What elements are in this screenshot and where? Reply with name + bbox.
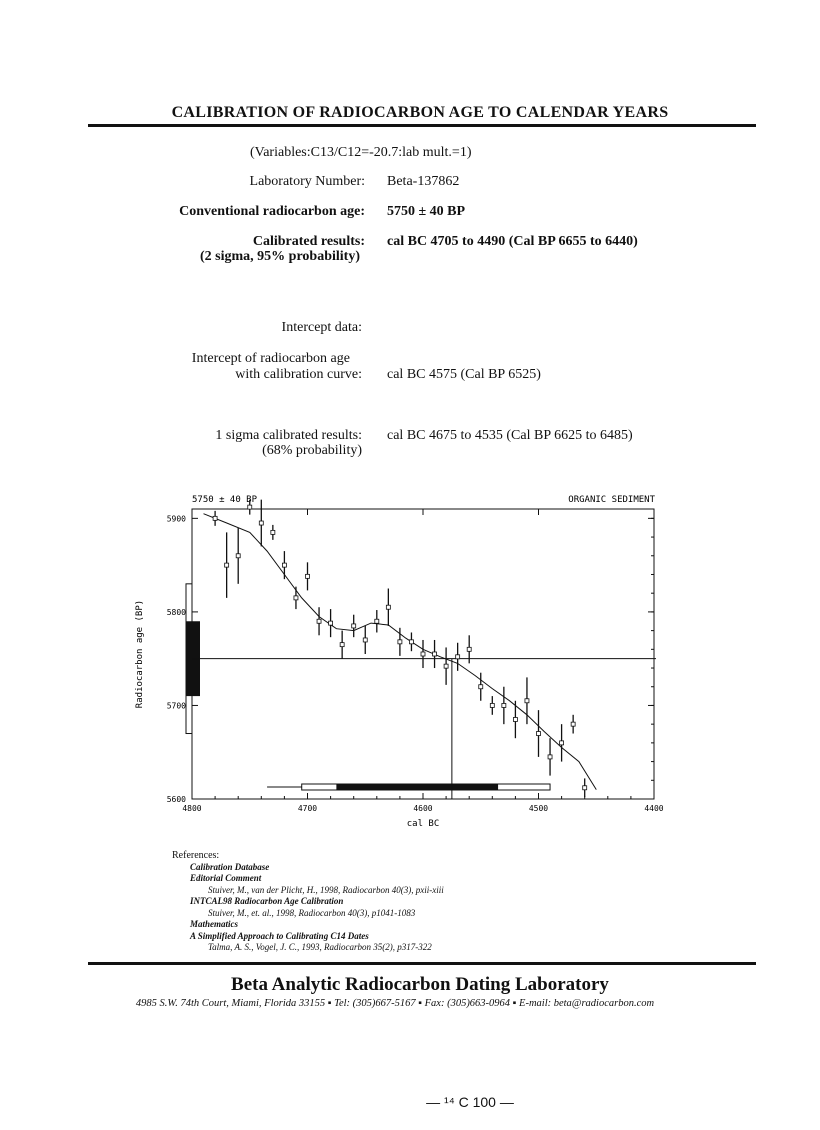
conventional-age-label: Conventional radiocarbon age: xyxy=(179,204,365,219)
references xyxy=(172,850,592,954)
data-point xyxy=(467,647,471,651)
lab-name: Beta Analytic Radiocarbon Dating Laboratory xyxy=(231,974,609,995)
data-point xyxy=(421,652,425,656)
x-tick-label: 4400 xyxy=(644,804,664,813)
reference-citation: Stuiver, M., van der Plicht, H., 1998, Radiocarbon 40(3), pxii-xiii xyxy=(208,884,444,895)
reference-citation: Stuiver, M., et. al., 1998, Radiocarbon 40(3), p1041-1083 xyxy=(208,907,416,918)
x-tick-label: 4800 xyxy=(182,804,202,813)
x-range-1sigma xyxy=(336,784,498,790)
data-point xyxy=(560,741,564,745)
y-tick-label: 5800 xyxy=(166,607,186,617)
conventional-age-value: 5750 ± 40 BP xyxy=(387,204,466,219)
data-point xyxy=(271,530,275,534)
data-point xyxy=(294,596,298,600)
variables-line: (Variables:C13/C12=-20.7:lab mult.=1) xyxy=(250,145,472,160)
reference-heading: Mathematics xyxy=(190,919,239,929)
references-heading: References: xyxy=(172,850,220,861)
calibrated-label: Calibrated results: xyxy=(252,234,365,249)
one-sigma-label: 1 sigma calibrated results: xyxy=(215,428,362,443)
intercept-value: cal BC 4575 (Cal BP 6525) xyxy=(387,367,541,382)
calibration-chart xyxy=(120,488,680,833)
data-point xyxy=(340,643,344,647)
data-point xyxy=(571,722,575,726)
page-number: — ¹⁴ C 100 — xyxy=(426,1094,514,1110)
data-point xyxy=(329,621,333,625)
y-tick-label: 5600 xyxy=(166,795,186,804)
lab-number-label: Laboratory Number: xyxy=(249,174,365,189)
data-point xyxy=(513,717,517,721)
data-point xyxy=(352,624,356,628)
intercept-label-1: Intercept of radiocarbon age xyxy=(191,351,350,366)
data-point xyxy=(386,605,390,609)
data-point xyxy=(583,786,587,790)
x-axis-label: cal BC xyxy=(406,819,440,829)
lab-address: 4985 S.W. 74th Court, Miami, Florida 33155 ▪ Tel: (305)667-5167 ▪ Fax: (305)663-0964 ▪ E-mail: beta@radiocarbon.com xyxy=(135,998,655,1009)
title-rule xyxy=(88,124,756,127)
chart-header-right: ORGANIC SEDIMENT xyxy=(568,495,655,505)
data-point xyxy=(225,563,229,567)
data-point xyxy=(444,664,448,668)
data-point xyxy=(456,655,460,659)
one-sigma-value: cal BC 4675 to 4535 (Cal BP 6625 to 6485) xyxy=(387,428,633,443)
x-tick-label: 4700 xyxy=(297,804,318,813)
lab-number-value: Beta-137862 xyxy=(387,174,460,189)
reference-heading: Editorial Comment xyxy=(190,873,262,883)
data-point xyxy=(525,699,529,703)
calibrated-sublabel: (2 sigma, 95% probability) xyxy=(200,249,360,264)
data-point xyxy=(259,521,263,525)
y-tick-label: 5700 xyxy=(166,701,186,711)
data-point xyxy=(433,652,437,656)
data-point xyxy=(282,563,286,567)
data-point xyxy=(317,619,321,623)
data-point xyxy=(537,732,541,736)
reference-heading: A Simplified Approach to Calibrating C14 Dates xyxy=(190,930,369,941)
page-title: CALIBRATION OF RADIOCARBON AGE TO CALENDAR YEARS xyxy=(171,104,669,121)
calibrated-value: cal BC 4705 to 4490 (Cal BP 6655 to 6440) xyxy=(387,234,638,249)
data-point xyxy=(363,638,367,642)
data-point xyxy=(213,516,217,520)
x-tick-label: 4500 xyxy=(528,804,549,813)
reference-citation: Talma, A. S., Vogel, J. C., 1993, Radiocarbon 35(2), p317-322 xyxy=(208,942,432,952)
data-point xyxy=(479,685,483,689)
y-tick-label: 5900 xyxy=(166,514,186,524)
data-point xyxy=(306,574,310,578)
intercept-header: Intercept data: xyxy=(281,320,362,335)
data-point xyxy=(548,755,552,759)
intercept-label-2: with calibration curve: xyxy=(235,367,362,382)
data-point xyxy=(375,619,379,623)
data-point xyxy=(409,640,413,644)
reference-heading: Calibration Database xyxy=(190,861,270,872)
y-axis-label: Radiocarbon age (BP) xyxy=(135,599,145,709)
chart-header-left: 5750 ± 40 BP xyxy=(192,495,258,505)
data-point xyxy=(398,640,402,644)
data-point xyxy=(490,703,494,707)
data-point xyxy=(248,505,252,509)
reference-heading: INTCAL98 Radiocarbon Age Calibration xyxy=(190,896,344,906)
data-point xyxy=(502,703,506,707)
data-point xyxy=(236,554,240,558)
x-tick-label: 4600 xyxy=(413,804,433,813)
footer-rule xyxy=(88,962,756,965)
one-sigma-sublabel: (68% probability) xyxy=(262,443,362,458)
